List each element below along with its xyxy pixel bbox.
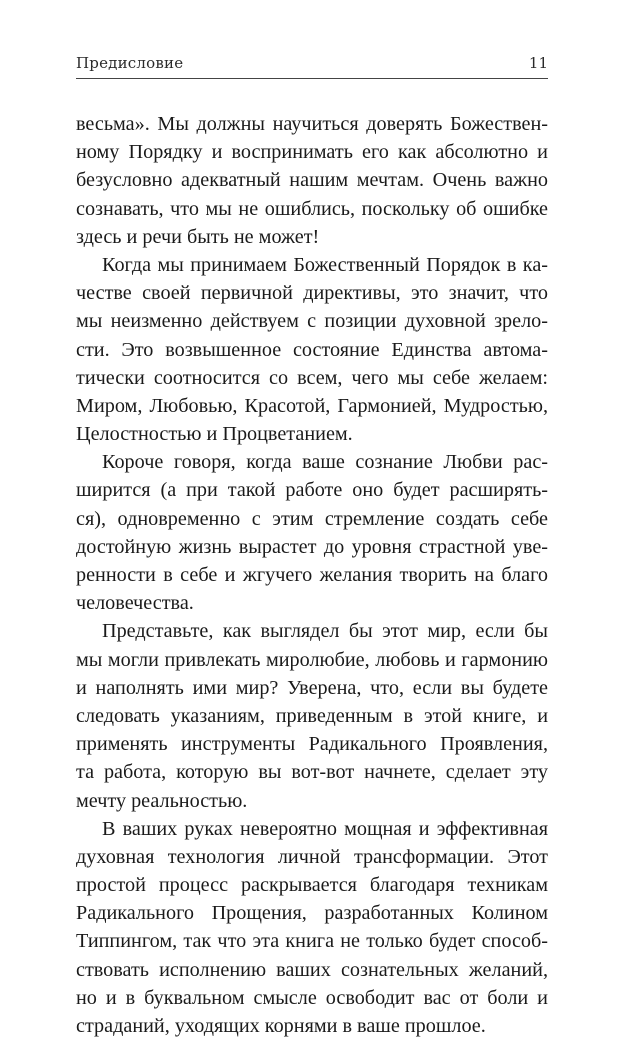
text-line: и наполнять ими мир? Уверена, что, если вы будете: [76, 676, 548, 699]
paragraph: [76, 815, 548, 1040]
text-line: простой процесс раскрывается благодаря техникам: [76, 874, 548, 897]
text-line: весьма». Мы должны научиться доверять Божествен-: [76, 113, 548, 135]
text-line: но и в буквальном смысле освободит вас от боли и: [76, 986, 548, 1009]
paragraph: [76, 110, 548, 251]
text-line: сознавать, что мы не ошиблись, поскольку об ошибке: [76, 197, 548, 220]
text-line: Когда мы принимаем Божественный Порядок в ка-: [102, 253, 548, 276]
text-line: здесь и речи быть не может!: [76, 225, 320, 248]
paragraph: [76, 617, 548, 814]
text-line: применять инструменты Радикального Проявления,: [76, 733, 548, 756]
page-number: 11: [528, 54, 548, 72]
text-line: честве своей первичной директивы, это значит, что: [76, 282, 548, 305]
text-line: тически соотносится со всем, чего мы себе желаем:: [76, 366, 548, 389]
text-line: ренности в себе и жгучего желания творить на благо: [76, 564, 548, 586]
text-line: та работа, которую вы вот-вот начнете, сделает эту: [76, 761, 548, 784]
running-header: [76, 54, 548, 78]
chapter-title: Предисловие: [76, 54, 184, 72]
text-line: достойную жизнь вырастет до уровня страстной уве-: [76, 535, 548, 558]
text-line: сти. Это возвышенное состояние Единства автома-: [76, 338, 548, 361]
text-line: Радикального Прощения, разработанных Колином: [76, 902, 548, 925]
text-line: В ваших руках невероятно мощная и эффективная: [102, 817, 548, 840]
text-line: мы неизменно действуем с позиции духовной зрело-: [76, 310, 548, 333]
text-line: человечества.: [76, 592, 194, 615]
text-line: Типпингом, так что эта книга не только будет способ-: [76, 930, 548, 953]
text-line: ному Порядку и воспринимать его как абсолютно и: [76, 141, 548, 164]
text-line: ширится (а при такой работе оно будет расширять-: [76, 479, 548, 502]
text-line: следовать указаниям, приведенным в этой книге, и: [76, 704, 548, 727]
text-line: мечту реальностью.: [76, 789, 248, 812]
text-line: ствовать исполнению ваших сознательных желаний,: [76, 958, 548, 981]
text-line: ся), одновременно с этим стремление создать себе: [76, 507, 548, 530]
body-text: [76, 110, 548, 1040]
text-line: Целостностью и Процветанием.: [76, 423, 353, 446]
paragraph: [76, 448, 548, 617]
text-line: духовная технология личной трансформации. Этот: [76, 845, 548, 868]
paragraph: [76, 251, 548, 448]
text-line: Представьте, как выглядел бы этот мир, если бы: [102, 620, 548, 643]
text-line: безусловно адекватный нашим мечтам. Очень важно: [76, 169, 548, 192]
header-divider: [76, 78, 548, 79]
text-line: страданий, уходящих корнями в ваше прошлое.: [76, 1015, 486, 1037]
text-line: мы могли привлекать миролюбие, любовь и гармонию: [76, 648, 548, 671]
text-line: Короче говоря, когда ваше сознание Любви рас-: [102, 451, 548, 474]
text-line: Миром, Любовью, Красотой, Гармонией, Мудростью,: [76, 394, 548, 417]
